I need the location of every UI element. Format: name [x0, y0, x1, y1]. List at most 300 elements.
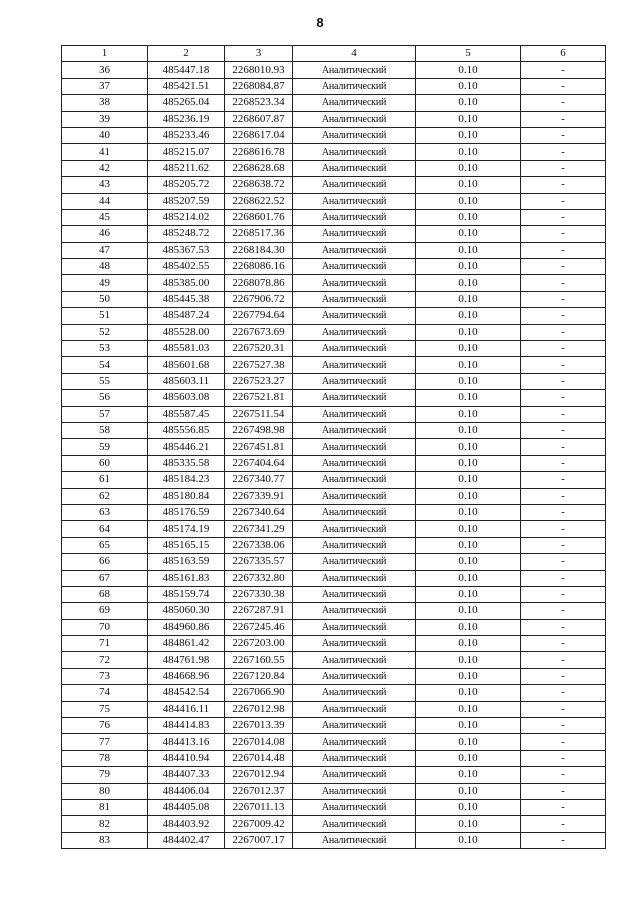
table-row: [62, 701, 606, 717]
x-coordinate-cell: 484414.83: [148, 718, 225, 734]
table-row: [62, 521, 606, 537]
note-cell: -: [521, 570, 606, 586]
table-row: [62, 734, 606, 750]
y-coordinate-cell: 2267520.31: [225, 341, 293, 357]
method-cell: Аналитический: [293, 767, 416, 783]
note-cell: -: [521, 488, 606, 504]
table-row: [62, 455, 606, 471]
accuracy-cell: 0.10: [416, 439, 521, 455]
note-cell: -: [521, 127, 606, 143]
table-row: [62, 177, 606, 193]
table-row: [62, 603, 606, 619]
method-cell: Аналитический: [293, 799, 416, 815]
point-number-cell: 75: [62, 701, 148, 717]
note-cell: -: [521, 619, 606, 635]
table-row: [62, 439, 606, 455]
table-row: [62, 422, 606, 438]
x-coordinate-cell: 485060.30: [148, 603, 225, 619]
y-coordinate-cell: 2267673.69: [225, 324, 293, 340]
point-number-cell: 43: [62, 177, 148, 193]
y-coordinate-cell: 2267330.38: [225, 586, 293, 602]
method-cell: Аналитический: [293, 832, 416, 848]
y-coordinate-cell: 2267404.64: [225, 455, 293, 471]
table-row: [62, 504, 606, 520]
table-row: [62, 799, 606, 815]
note-cell: -: [521, 275, 606, 291]
accuracy-cell: 0.10: [416, 570, 521, 586]
y-coordinate-cell: 2267160.55: [225, 652, 293, 668]
y-coordinate-cell: 2268622.52: [225, 193, 293, 209]
table-header: [62, 46, 606, 62]
note-cell: -: [521, 193, 606, 209]
point-number-cell: 42: [62, 160, 148, 176]
method-cell: Аналитический: [293, 373, 416, 389]
x-coordinate-cell: 485180.84: [148, 488, 225, 504]
y-coordinate-cell: 2268617.04: [225, 127, 293, 143]
method-cell: Аналитический: [293, 636, 416, 652]
header-col-6: 6: [521, 46, 606, 62]
point-number-cell: 81: [62, 799, 148, 815]
table-row: [62, 209, 606, 225]
x-coordinate-cell: 484410.94: [148, 750, 225, 766]
accuracy-cell: 0.10: [416, 750, 521, 766]
y-coordinate-cell: 2267339.91: [225, 488, 293, 504]
table-row: [62, 652, 606, 668]
table-body: [62, 62, 606, 849]
method-cell: Аналитический: [293, 177, 416, 193]
point-number-cell: 57: [62, 406, 148, 422]
point-number-cell: 46: [62, 226, 148, 242]
table-row: [62, 685, 606, 701]
accuracy-cell: 0.10: [416, 504, 521, 520]
point-number-cell: 80: [62, 783, 148, 799]
note-cell: -: [521, 259, 606, 275]
table-row: [62, 554, 606, 570]
x-coordinate-cell: 485587.45: [148, 406, 225, 422]
note-cell: -: [521, 767, 606, 783]
method-cell: Аналитический: [293, 668, 416, 684]
coordinates-table: [61, 45, 606, 849]
note-cell: -: [521, 701, 606, 717]
table-row: [62, 291, 606, 307]
accuracy-cell: 0.10: [416, 78, 521, 94]
table-row: [62, 357, 606, 373]
y-coordinate-cell: 2267014.08: [225, 734, 293, 750]
point-number-cell: 69: [62, 603, 148, 619]
y-coordinate-cell: 2267332.80: [225, 570, 293, 586]
method-cell: Аналитический: [293, 701, 416, 717]
header-col-4: 4: [293, 46, 416, 62]
x-coordinate-cell: 485163.59: [148, 554, 225, 570]
method-cell: Аналитический: [293, 455, 416, 471]
point-number-cell: 71: [62, 636, 148, 652]
x-coordinate-cell: 484405.08: [148, 799, 225, 815]
accuracy-cell: 0.10: [416, 341, 521, 357]
table-row: [62, 275, 606, 291]
accuracy-cell: 0.10: [416, 259, 521, 275]
note-cell: -: [521, 62, 606, 78]
point-number-cell: 41: [62, 144, 148, 160]
note-cell: -: [521, 111, 606, 127]
table-row: [62, 324, 606, 340]
x-coordinate-cell: 484960.86: [148, 619, 225, 635]
method-cell: Аналитический: [293, 341, 416, 357]
accuracy-cell: 0.10: [416, 783, 521, 799]
table-row: [62, 537, 606, 553]
accuracy-cell: 0.10: [416, 472, 521, 488]
accuracy-cell: 0.10: [416, 144, 521, 160]
accuracy-cell: 0.10: [416, 537, 521, 553]
method-cell: Аналитический: [293, 62, 416, 78]
accuracy-cell: 0.10: [416, 603, 521, 619]
y-coordinate-cell: 2268523.34: [225, 95, 293, 111]
accuracy-cell: 0.10: [416, 668, 521, 684]
method-cell: Аналитический: [293, 718, 416, 734]
y-coordinate-cell: 2267451.81: [225, 439, 293, 455]
y-coordinate-cell: 2268628.68: [225, 160, 293, 176]
accuracy-cell: 0.10: [416, 767, 521, 783]
table-row: [62, 783, 606, 799]
accuracy-cell: 0.10: [416, 799, 521, 815]
accuracy-cell: 0.10: [416, 734, 521, 750]
y-coordinate-cell: 2268084.87: [225, 78, 293, 94]
note-cell: -: [521, 816, 606, 832]
x-coordinate-cell: 484861.42: [148, 636, 225, 652]
point-number-cell: 54: [62, 357, 148, 373]
point-number-cell: 45: [62, 209, 148, 225]
x-coordinate-cell: 485447.18: [148, 62, 225, 78]
x-coordinate-cell: 485445.38: [148, 291, 225, 307]
accuracy-cell: 0.10: [416, 832, 521, 848]
method-cell: Аналитический: [293, 570, 416, 586]
point-number-cell: 78: [62, 750, 148, 766]
accuracy-cell: 0.10: [416, 111, 521, 127]
method-cell: Аналитический: [293, 78, 416, 94]
x-coordinate-cell: 484413.16: [148, 734, 225, 750]
point-number-cell: 70: [62, 619, 148, 635]
method-cell: Аналитический: [293, 160, 416, 176]
note-cell: -: [521, 209, 606, 225]
accuracy-cell: 0.10: [416, 406, 521, 422]
table-row: [62, 832, 606, 848]
x-coordinate-cell: 485487.24: [148, 308, 225, 324]
point-number-cell: 55: [62, 373, 148, 389]
note-cell: -: [521, 652, 606, 668]
method-cell: Аналитический: [293, 127, 416, 143]
y-coordinate-cell: 2267287.91: [225, 603, 293, 619]
point-number-cell: 60: [62, 455, 148, 471]
note-cell: -: [521, 422, 606, 438]
point-number-cell: 44: [62, 193, 148, 209]
note-cell: -: [521, 521, 606, 537]
y-coordinate-cell: 2267335.57: [225, 554, 293, 570]
table-row: [62, 488, 606, 504]
y-coordinate-cell: 2267245.46: [225, 619, 293, 635]
method-cell: Аналитический: [293, 504, 416, 520]
x-coordinate-cell: 484402.47: [148, 832, 225, 848]
y-coordinate-cell: 2267340.77: [225, 472, 293, 488]
note-cell: -: [521, 668, 606, 684]
header-col-2: 2: [148, 46, 225, 62]
point-number-cell: 50: [62, 291, 148, 307]
note-cell: -: [521, 455, 606, 471]
point-number-cell: 38: [62, 95, 148, 111]
x-coordinate-cell: 485265.04: [148, 95, 225, 111]
table-row: [62, 636, 606, 652]
y-coordinate-cell: 2267498.98: [225, 422, 293, 438]
note-cell: -: [521, 160, 606, 176]
method-cell: Аналитический: [293, 521, 416, 537]
method-cell: Аналитический: [293, 275, 416, 291]
y-coordinate-cell: 2268638.72: [225, 177, 293, 193]
y-coordinate-cell: 2267906.72: [225, 291, 293, 307]
accuracy-cell: 0.10: [416, 291, 521, 307]
y-coordinate-cell: 2267203.00: [225, 636, 293, 652]
x-coordinate-cell: 485211.62: [148, 160, 225, 176]
point-number-cell: 58: [62, 422, 148, 438]
table-row: [62, 95, 606, 111]
note-cell: -: [521, 341, 606, 357]
table-row: [62, 750, 606, 766]
x-coordinate-cell: 485184.23: [148, 472, 225, 488]
note-cell: -: [521, 242, 606, 258]
y-coordinate-cell: 2267523.27: [225, 373, 293, 389]
accuracy-cell: 0.10: [416, 160, 521, 176]
accuracy-cell: 0.10: [416, 554, 521, 570]
note-cell: -: [521, 308, 606, 324]
accuracy-cell: 0.10: [416, 95, 521, 111]
note-cell: -: [521, 144, 606, 160]
method-cell: Аналитический: [293, 111, 416, 127]
table-row: [62, 406, 606, 422]
table-row: [62, 767, 606, 783]
table-row: [62, 259, 606, 275]
accuracy-cell: 0.10: [416, 62, 521, 78]
point-number-cell: 67: [62, 570, 148, 586]
y-coordinate-cell: 2267009.42: [225, 816, 293, 832]
method-cell: Аналитический: [293, 537, 416, 553]
method-cell: Аналитический: [293, 308, 416, 324]
method-cell: Аналитический: [293, 406, 416, 422]
point-number-cell: 37: [62, 78, 148, 94]
x-coordinate-cell: 485248.72: [148, 226, 225, 242]
point-number-cell: 77: [62, 734, 148, 750]
point-number-cell: 51: [62, 308, 148, 324]
note-cell: -: [521, 406, 606, 422]
header-col-3: 3: [225, 46, 293, 62]
table-row: [62, 373, 606, 389]
note-cell: -: [521, 537, 606, 553]
point-number-cell: 64: [62, 521, 148, 537]
note-cell: -: [521, 685, 606, 701]
x-coordinate-cell: 484416.11: [148, 701, 225, 717]
note-cell: -: [521, 799, 606, 815]
table-row: [62, 144, 606, 160]
y-coordinate-cell: 2268601.76: [225, 209, 293, 225]
y-coordinate-cell: 2267527.38: [225, 357, 293, 373]
accuracy-cell: 0.10: [416, 357, 521, 373]
x-coordinate-cell: 484406.04: [148, 783, 225, 799]
y-coordinate-cell: 2268184.30: [225, 242, 293, 258]
method-cell: Аналитический: [293, 324, 416, 340]
note-cell: -: [521, 718, 606, 734]
method-cell: Аналитический: [293, 242, 416, 258]
point-number-cell: 82: [62, 816, 148, 832]
accuracy-cell: 0.10: [416, 226, 521, 242]
method-cell: Аналитический: [293, 144, 416, 160]
x-coordinate-cell: 484761.98: [148, 652, 225, 668]
accuracy-cell: 0.10: [416, 209, 521, 225]
x-coordinate-cell: 485176.59: [148, 504, 225, 520]
y-coordinate-cell: 2267014.48: [225, 750, 293, 766]
method-cell: Аналитический: [293, 652, 416, 668]
x-coordinate-cell: 485556.85: [148, 422, 225, 438]
accuracy-cell: 0.10: [416, 701, 521, 717]
y-coordinate-cell: 2268517.36: [225, 226, 293, 242]
accuracy-cell: 0.10: [416, 718, 521, 734]
point-number-cell: 39: [62, 111, 148, 127]
x-coordinate-cell: 485236.19: [148, 111, 225, 127]
table-row: [62, 193, 606, 209]
point-number-cell: 63: [62, 504, 148, 520]
point-number-cell: 66: [62, 554, 148, 570]
y-coordinate-cell: 2267338.06: [225, 537, 293, 553]
x-coordinate-cell: 485581.03: [148, 341, 225, 357]
table-row: [62, 718, 606, 734]
point-number-cell: 68: [62, 586, 148, 602]
table-row: [62, 242, 606, 258]
method-cell: Аналитический: [293, 226, 416, 242]
note-cell: -: [521, 324, 606, 340]
method-cell: Аналитический: [293, 209, 416, 225]
x-coordinate-cell: 485233.46: [148, 127, 225, 143]
accuracy-cell: 0.10: [416, 390, 521, 406]
note-cell: -: [521, 586, 606, 602]
note-cell: -: [521, 439, 606, 455]
y-coordinate-cell: 2267521.81: [225, 390, 293, 406]
x-coordinate-cell: 485603.08: [148, 390, 225, 406]
point-number-cell: 59: [62, 439, 148, 455]
method-cell: Аналитический: [293, 357, 416, 373]
y-coordinate-cell: 2268010.93: [225, 62, 293, 78]
table-row: [62, 816, 606, 832]
point-number-cell: 76: [62, 718, 148, 734]
method-cell: Аналитический: [293, 816, 416, 832]
table-row: [62, 226, 606, 242]
note-cell: -: [521, 291, 606, 307]
accuracy-cell: 0.10: [416, 685, 521, 701]
accuracy-cell: 0.10: [416, 324, 521, 340]
x-coordinate-cell: 485174.19: [148, 521, 225, 537]
x-coordinate-cell: 485165.15: [148, 537, 225, 553]
table-row: [62, 570, 606, 586]
accuracy-cell: 0.10: [416, 816, 521, 832]
note-cell: -: [521, 504, 606, 520]
table-row: [62, 111, 606, 127]
x-coordinate-cell: 484668.96: [148, 668, 225, 684]
point-number-cell: 83: [62, 832, 148, 848]
accuracy-cell: 0.10: [416, 127, 521, 143]
table-row: [62, 472, 606, 488]
y-coordinate-cell: 2267341.29: [225, 521, 293, 537]
y-coordinate-cell: 2267007.17: [225, 832, 293, 848]
note-cell: -: [521, 357, 606, 373]
table-row: [62, 619, 606, 635]
accuracy-cell: 0.10: [416, 652, 521, 668]
method-cell: Аналитический: [293, 685, 416, 701]
accuracy-cell: 0.10: [416, 177, 521, 193]
x-coordinate-cell: 485421.51: [148, 78, 225, 94]
method-cell: Аналитический: [293, 472, 416, 488]
point-number-cell: 73: [62, 668, 148, 684]
method-cell: Аналитический: [293, 734, 416, 750]
method-cell: Аналитический: [293, 554, 416, 570]
table-row: [62, 160, 606, 176]
point-number-cell: 53: [62, 341, 148, 357]
x-coordinate-cell: 485528.00: [148, 324, 225, 340]
x-coordinate-cell: 485161.83: [148, 570, 225, 586]
x-coordinate-cell: 485214.02: [148, 209, 225, 225]
note-cell: -: [521, 783, 606, 799]
y-coordinate-cell: 2267011.13: [225, 799, 293, 815]
accuracy-cell: 0.10: [416, 521, 521, 537]
y-coordinate-cell: 2268086.16: [225, 259, 293, 275]
point-number-cell: 36: [62, 62, 148, 78]
accuracy-cell: 0.10: [416, 275, 521, 291]
point-number-cell: 74: [62, 685, 148, 701]
x-coordinate-cell: 485159.74: [148, 586, 225, 602]
note-cell: -: [521, 390, 606, 406]
point-number-cell: 40: [62, 127, 148, 143]
y-coordinate-cell: 2267794.64: [225, 308, 293, 324]
note-cell: -: [521, 832, 606, 848]
x-coordinate-cell: 484407.33: [148, 767, 225, 783]
accuracy-cell: 0.10: [416, 242, 521, 258]
y-coordinate-cell: 2267120.84: [225, 668, 293, 684]
x-coordinate-cell: 485385.00: [148, 275, 225, 291]
y-coordinate-cell: 2267066.90: [225, 685, 293, 701]
x-coordinate-cell: 485335.58: [148, 455, 225, 471]
table-row: [62, 62, 606, 78]
table-row: [62, 78, 606, 94]
note-cell: -: [521, 472, 606, 488]
x-coordinate-cell: 485215.07: [148, 144, 225, 160]
table-row: [62, 127, 606, 143]
note-cell: -: [521, 750, 606, 766]
header-col-1: 1: [62, 46, 148, 62]
y-coordinate-cell: 2267511.54: [225, 406, 293, 422]
x-coordinate-cell: 484403.92: [148, 816, 225, 832]
accuracy-cell: 0.10: [416, 636, 521, 652]
y-coordinate-cell: 2267012.94: [225, 767, 293, 783]
point-number-cell: 65: [62, 537, 148, 553]
method-cell: Аналитический: [293, 783, 416, 799]
y-coordinate-cell: 2268616.78: [225, 144, 293, 160]
note-cell: -: [521, 78, 606, 94]
y-coordinate-cell: 2267012.98: [225, 701, 293, 717]
point-number-cell: 62: [62, 488, 148, 504]
x-coordinate-cell: 485207.59: [148, 193, 225, 209]
y-coordinate-cell: 2268607.87: [225, 111, 293, 127]
point-number-cell: 47: [62, 242, 148, 258]
accuracy-cell: 0.10: [416, 586, 521, 602]
accuracy-cell: 0.10: [416, 373, 521, 389]
y-coordinate-cell: 2268078.86: [225, 275, 293, 291]
method-cell: Аналитический: [293, 193, 416, 209]
note-cell: -: [521, 177, 606, 193]
header-col-5: 5: [416, 46, 521, 62]
point-number-cell: 48: [62, 259, 148, 275]
